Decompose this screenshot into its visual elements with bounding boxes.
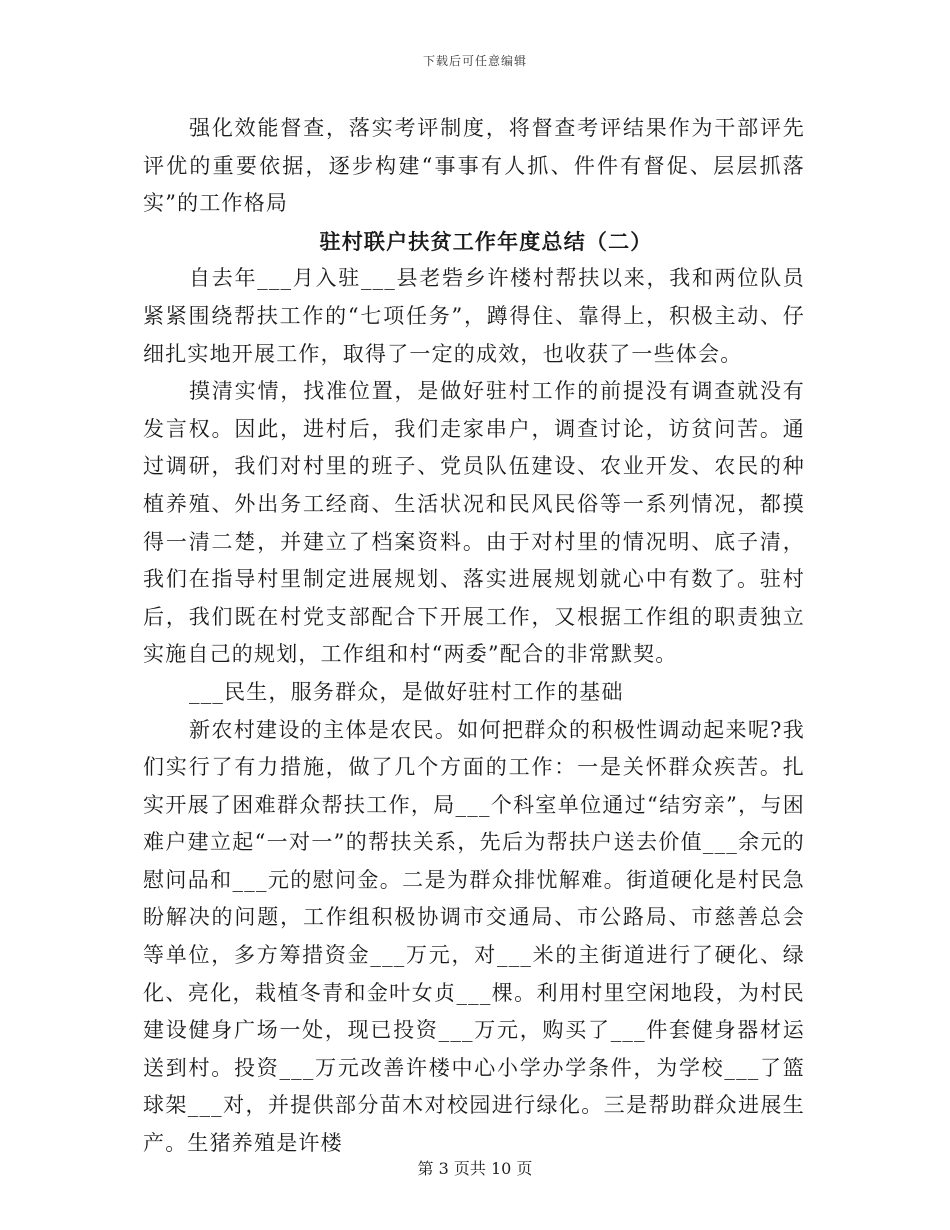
document-body [143,110,805,1163]
section-title: 驻村联户扶贫工作年度总结（二） [319,228,653,254]
page-header-note: 下载后可任意编辑 [422,54,527,68]
lead-paragraph: 强化效能督查，落实考评制度，将督查考评结果作为干部评先评优的重要依据，逐步构建“事事有人抓、件件有督促、层层抓落实”的工作格局 [143,116,805,216]
paragraph-livelihood-heading: ___民生，服务群众，是做好驻村工作的基础 [189,679,624,704]
paragraph-intro: 自去年___月入驻___县老砦乡许楼村帮扶以来，我和两位队员紧紧围绕帮扶工作的“七项任务”，蹲得住、靠得上，积极主动、仔细扎实地开展工作，取得了一定的成效，也收获了一些体会。 [143,266,805,366]
page-number-footer: 第 3 页共 10 页 [417,1159,533,1178]
paragraph-measures: 新农村建设的主体是农民。如何把群众的积极性调动起来呢?我们实行了有力措施，做了几个方面的工作：一是关怀群众疾苦。扎实开展了困难群众帮扶工作，局___个科室单位通过“结穷亲”，与困难户建立起“一对一”的帮扶关系，先后为帮扶户送去价值___余元的慰问品和___元的慰问金。二是为群众排忧解难。街道硬化是村民急盼解决的问题，工作组积极协调市交通局、市公路局、市慈善总会等单位，多方筹措资金___万元，对___米的主街道进行了硬化、绿化、亮化，栽植冬青和金叶女贞___棵。利用村里空闲地段，为村民建设健身广场一处，现已投资___万元，购买了___件套健身器材运送到村。投资___万元改善许楼中心小学办学条件，为学校___了篮球架___对，并提供部分苗木对校园进行绿化。三是帮助群众进展生产。生猪养殖是许楼 [143,717,805,1156]
paragraph-survey: 摸清实情，找准位置，是做好驻村工作的前提没有调查就没有发言权。因此，进村后，我们走家串户，调查讨论，访贫问苦。通过调研，我们对村里的班子、党员队伍建设、农业开发、农民的种植养殖、外出务工经商、生活状况和民风民俗等一系列情况，都摸得一清二楚，并建立了档案资料。由于对村里的情况明、底子清，我们在指导村里制定进展规划、落实进展规划就心中有数了。驻村后，我们既在村党支部配合下开展工作，又根据工作组的职责独立实施自己的规划，工作组和村“两委”配合的非常默契。 [143,379,805,667]
